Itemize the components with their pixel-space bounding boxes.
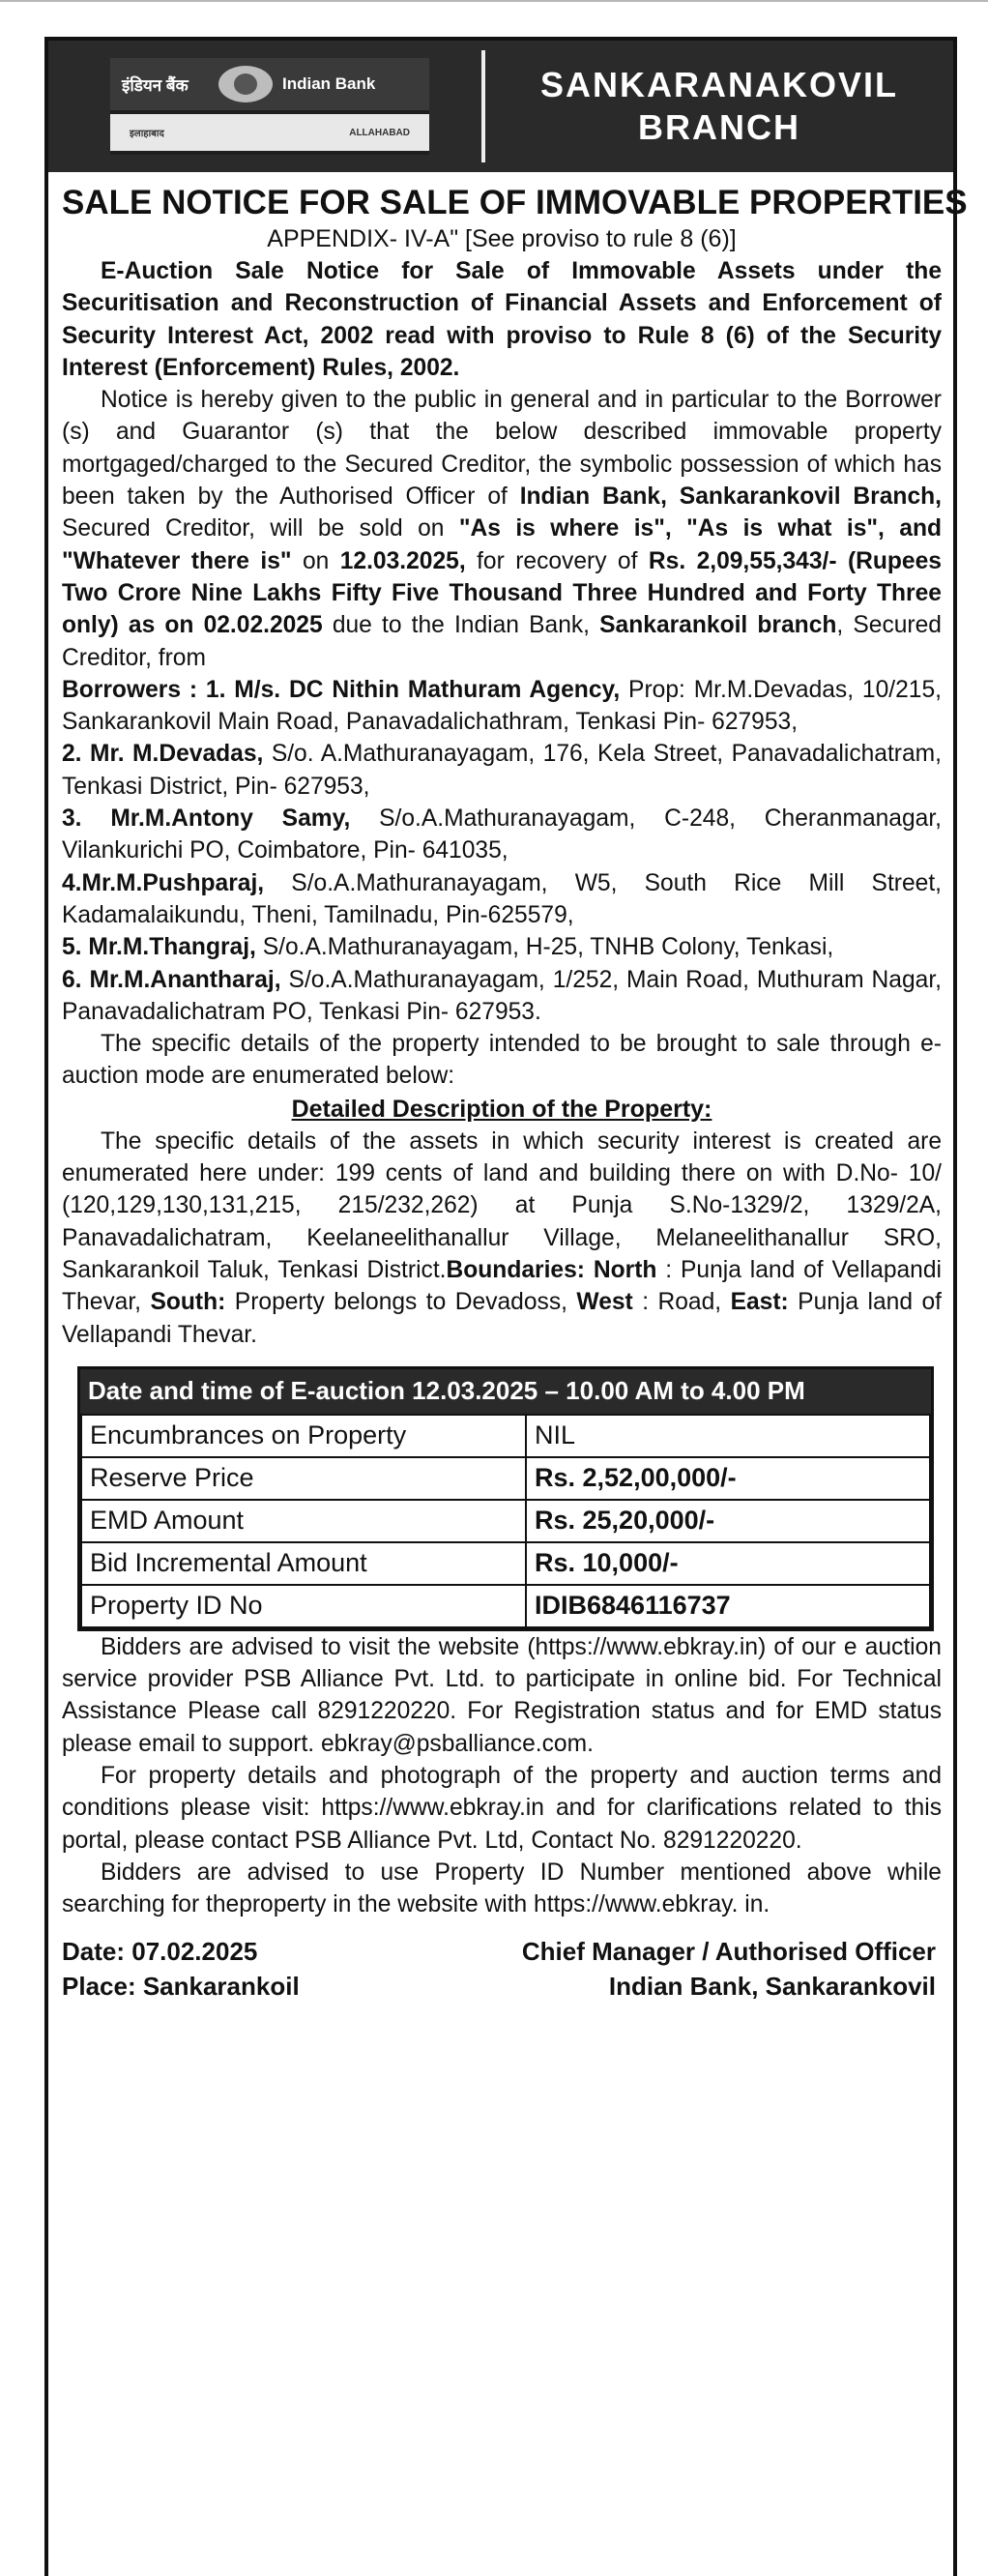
notice-title: SALE NOTICE FOR SALE OF IMMOVABLE PROPERTIES <box>62 184 968 221</box>
notice-place: Place: Sankarankoil <box>62 1972 300 2002</box>
borrower-item: 2. Mr. M.Devadas, S/o. A.Mathuranayagam, 176, Kela Street, Panavadalichatram, Tenkasi District, Pin- 627953, <box>62 741 942 800</box>
branch-name: SANKARANAKOVIL BRANCH <box>540 65 898 147</box>
bank-emblem-icon <box>218 66 273 102</box>
logo-sub-left: इलाहाबाद <box>130 129 164 139</box>
table-row <box>81 1585 930 1627</box>
appendix-reference: APPENDIX- IV-A" [See proviso to rule 8 (6)] <box>267 225 737 252</box>
logo-sub-right: ALLAHABAD <box>349 127 410 138</box>
bank-branch-signature: Indian Bank, Sankarankovil <box>608 1972 936 2002</box>
footer-right <box>522 1934 936 2004</box>
borrower-item: 5. Mr.M.Thangraj, S/o.A.Mathuranayagam, H-25, TNHB Colony, Tenkasi, <box>62 934 834 961</box>
row-value: Rs. 2,52,00,000/- <box>526 1457 930 1500</box>
table-row <box>81 1415 930 1457</box>
sale-notice <box>44 37 968 2576</box>
row-label: Property ID No <box>81 1585 526 1627</box>
notice-date: Date: 07.02.2025 <box>62 1937 258 1967</box>
notice-paragraph: Notice is hereby given to the public in general and in particular to the Borrower (s) and Guarantor (s) that the below described immovable property mortgaged/charged to the Secured Creditor, the symbolic possession of which has been taken by the Authorised Officer of Indian Bank, Sankarankovil Branch, Secured Creditor, will be sold on "As is where is", "As is what is", and "Whatever there is" on 12.03.2025, for recovery of Rs. 2,09,55,343/- (Rupees Two Crore Nine Lakhs Fifty Five Thousand Three Hundred and Forty Three only) as on 02.02.2025 due to the Indian Bank, Sankarankoil branch, Secured Creditor, from <box>62 387 943 671</box>
row-label: Encumbrances on Property <box>81 1415 526 1457</box>
logo-english-text: Indian Bank <box>282 74 376 93</box>
borrower-item: 4.Mr.M.Pushparaj, S/o.A.Mathuranayagam, W5, South Rice Mill Street, Kadamalaikundu, Theni, Tamilnadu, Pin-625579, <box>62 869 942 928</box>
footer-left <box>62 1934 300 2004</box>
row-value: Rs. 25,20,000/- <box>526 1500 930 1542</box>
instruction-paragraph: For property details and photograph of the property and auction terms and conditions please visit: https://www.ebkray.in and for clarifications related to this portal, please contact PSB Alliance Pvt. Ltd, Contact No. 8291220220. <box>62 1762 942 1854</box>
page-top-rule <box>0 0 988 8</box>
auction-date-heading: Date and time of E-auction 12.03.2025 – 10.00 AM to 4.00 PM <box>80 1369 931 1414</box>
row-label: Reserve Price <box>81 1457 526 1500</box>
row-value: IDIB6846116737 <box>526 1585 930 1627</box>
logo-hindi-text: इंडियन बैंक <box>122 75 189 95</box>
borrower-item: 3. Mr.M.Antony Samy, S/o.A.Mathuranayagam, C-248, Cheranmanagar, Vilankurichi PO, Coimbatore, Pin- 641035, <box>62 805 942 864</box>
instruction-paragraph: Bidders are advised to use Property ID Number mentioned above while searching for theproperty in the website with https://www.ebkray. in. <box>62 1859 942 1918</box>
row-value: Rs. 10,000/- <box>526 1542 930 1585</box>
notice-footer <box>62 1934 942 2004</box>
indian-bank-logo <box>110 58 429 155</box>
row-label: Bid Incremental Amount <box>81 1542 526 1585</box>
specific-details-paragraph: The specific details of the property intended to be brought to sale through e-auction mode are enumerated below: <box>62 1031 942 1090</box>
officer-title: Chief Manager / Authorised Officer <box>521 1937 936 1967</box>
intro-paragraph: E-Auction Sale Notice for Sale of Immovable Assets under the Securitisation and Reconstruction of Financial Assets and Enforcement of Security Interest Act, 2002 read with proviso to Rule 8 (6) of the Security Interest (Enforcement) Rules, 2002. <box>62 258 942 381</box>
row-value: NIL <box>526 1415 930 1457</box>
borrower-item: 6. Mr.M.Anantharaj, S/o.A.Mathuranayagam, 1/252, Main Road, Muthuram Nagar, Panavadalichatram PO, Tenkasi Pin- 627953. <box>62 966 942 1025</box>
property-description-heading: Detailed Description of the Property: <box>291 1095 712 1123</box>
borrowers-list <box>62 674 942 1028</box>
table-row <box>81 1457 930 1500</box>
row-label: EMD Amount <box>81 1500 526 1542</box>
borrower-item: Borrowers : 1. M/s. DC Nithin Mathuram Agency, Prop: Mr.M.Devadas, 10/215, Sankarankovil Main Road, Panavadalichathram, Tenkasi Pin- 627953, <box>62 676 942 736</box>
property-description: The specific details of the assets in which security interest is created are enumerated here under: 199 cents of land and building there on with D.No- 10/ (120,129,130,131,215, 215/232,262) at Punja S.No-1329/2, 1329/2A, Panavadalichatram, Keelaneelithanallur Village, Melaneelithanallur SRO, Sankarankoil Taluk, Tenkasi District.Boundaries: North : Punja land of Vellapandi Thevar, South: Property belongs to Devadoss, West : Road, East: Punja land of Vellapandi Thevar. <box>62 1127 942 1348</box>
auction-details-table <box>77 1366 934 1631</box>
instruction-paragraph: Bidders are advised to visit the website (https://www.ebkray.in) of our e auction service provider PSB Alliance Pvt. Ltd. to participate in online bid. For Technical Assistance Please call 8291220220. For Registration status and for EMD status please email to support. ebkray@psballiance.com. <box>62 1633 942 1757</box>
table-row <box>81 1500 930 1542</box>
notice-body <box>48 184 968 2004</box>
table-row <box>81 1542 930 1585</box>
notice-header <box>48 41 953 172</box>
